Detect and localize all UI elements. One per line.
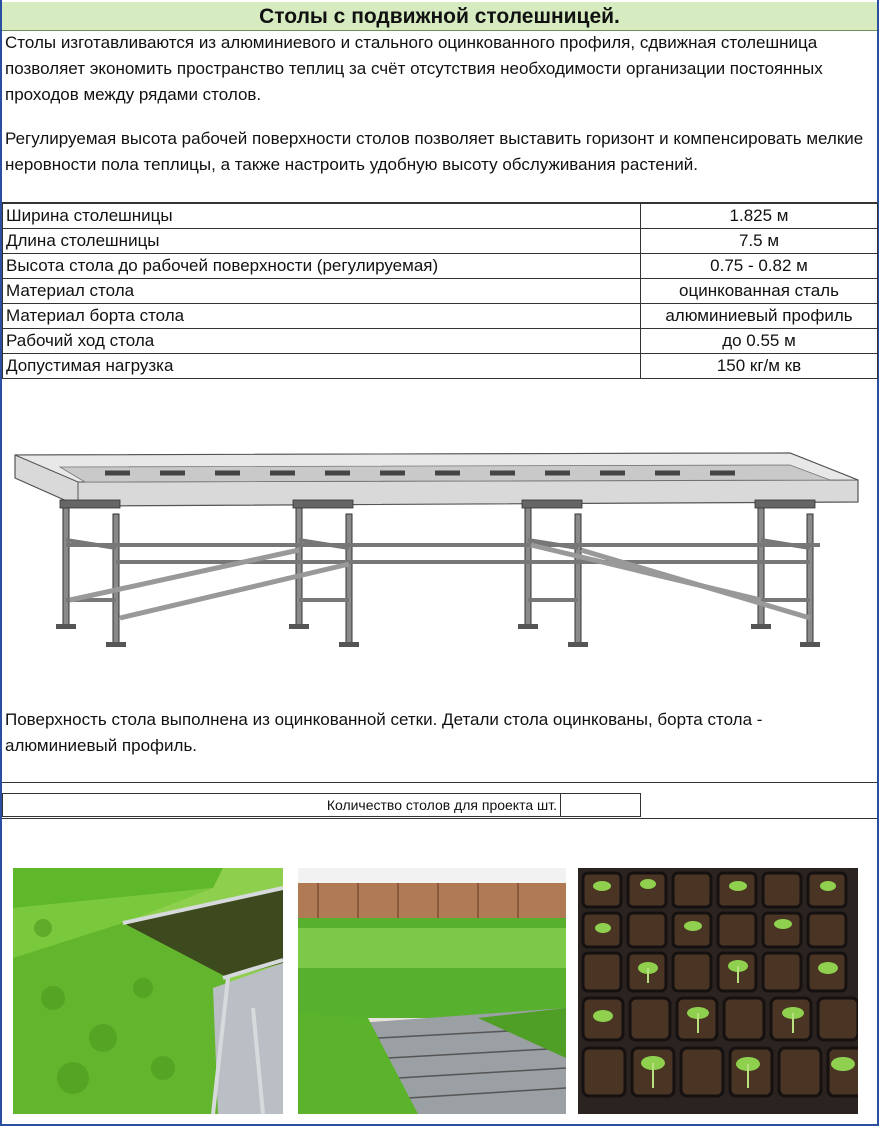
spec-value: 150 кг/м кв <box>641 354 878 379</box>
table-row <box>3 279 878 304</box>
page-title: Столы с подвижной столешницей. <box>2 2 877 31</box>
quantity-table <box>2 793 641 817</box>
spec-value: оцинкованная сталь <box>641 279 878 304</box>
spec-label: Материал стола <box>3 279 641 304</box>
surface-paragraph: Поверхность стола выполнена из оцинкованной сетки. Детали стола оцинкованы, борта стола - алюминиевый профиль. <box>5 710 763 755</box>
divider <box>2 782 877 783</box>
spec-value: до 0.55 м <box>641 329 878 354</box>
table-row <box>3 204 878 229</box>
table-row <box>3 329 878 354</box>
spec-label: Рабочий ход стола <box>3 329 641 354</box>
greenhouse-seedlings-photo <box>298 868 566 1114</box>
rolling-bench-illustration <box>10 440 870 660</box>
intro-paragraph: Столы изготавливаются из алюминиевого и стального оцинкованного профиля, сдвижная столешница позволяет экономить пространство теплиц за счёт отсутствия необходимости организации постоянных проходов между рядами столов. <box>5 33 823 104</box>
plug-tray-seedlings-photo <box>578 868 858 1114</box>
table-row <box>3 304 878 329</box>
spec-label: Ширина столешницы <box>3 204 641 229</box>
spec-value: 7.5 м <box>641 229 878 254</box>
height-paragraph: Регулируемая высота рабочей поверхности столов позволяет выставить горизонт и компенсировать мелкие неровности пола теплицы, а также настроить удобную высоту обслуживания растений. <box>5 129 864 174</box>
seedling-trays-photo <box>13 868 283 1114</box>
spec-label: Допустимая нагрузка <box>3 354 641 379</box>
table-row <box>3 354 878 379</box>
specs-table <box>2 203 878 379</box>
table-row <box>3 254 878 279</box>
table-row <box>3 794 641 817</box>
spec-label: Высота стола до рабочей поверхности (регулируемая) <box>3 254 641 279</box>
spec-value: алюминиевый профиль <box>641 304 878 329</box>
spec-label: Материал борта стола <box>3 304 641 329</box>
divider <box>2 818 877 819</box>
quantity-label: Количество столов для проекта шт. <box>3 794 561 817</box>
table-row <box>3 229 878 254</box>
quantity-input-cell[interactable] <box>561 794 641 817</box>
spec-value: 0.75 - 0.82 м <box>641 254 878 279</box>
spec-value: 1.825 м <box>641 204 878 229</box>
spec-label: Длина столешницы <box>3 229 641 254</box>
